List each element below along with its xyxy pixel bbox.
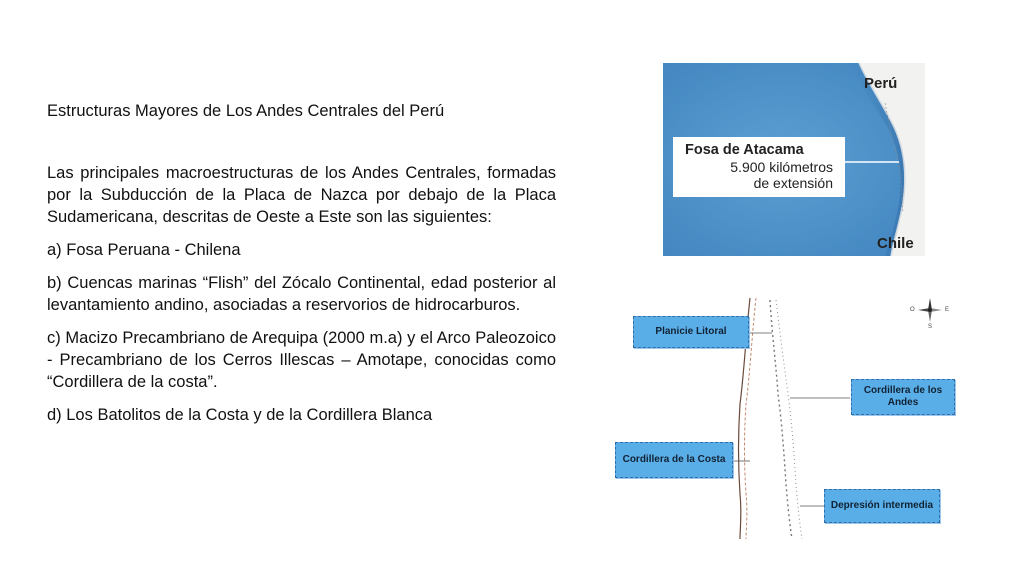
list-item-c: c) Macizo Precambriano de Arequipa (2000 m.a) y el Arco Paleozoico - Precambriano de los Cerros Illescas – Amotape, conocidas como “Cordillera de la costa”. [47,329,556,391]
compass-west: O [910,307,915,313]
mountain-chain-west [770,300,792,539]
compass-icon [909,296,951,332]
trench-title: Fosa de Atacama [685,142,804,158]
trench-length-unit: de extensión [753,175,833,191]
list-item-b: b) Cuencas marinas “Flish” del Zócalo Continental, edad posterior al levantamiento andino, asociadas a reservorios de hidrocarburos. [47,274,556,314]
list-item-d: d) Los Batolitos de la Costa y de la Cordillera Blanca [47,406,433,424]
depresion-intermedia-label: Depresión intermedia [824,489,940,523]
list-item-a: a) Fosa Peruana - Chilena [47,241,241,259]
atacama-trench-map [663,63,925,256]
peru-label: Perú [864,75,898,92]
cordillera-andes-label: Cordillera de los Andes [851,379,955,415]
trench-callout [673,137,845,197]
trench-length: 5.900 kilómetros [730,159,833,175]
cordillera-costa-label: Cordillera de la Costa [615,442,733,478]
mountain-chain-east [776,300,802,539]
slide-text [47,100,556,437]
relief-diagram [612,294,962,539]
planicie-litoral-label: Planicie Litoral [633,316,749,348]
slide-title: Estructuras Mayores de Los Andes Centrales del Perú [47,102,445,120]
chile-label: Chile [877,235,914,252]
compass-east: E [945,307,950,313]
intro-paragraph: Las principales macroestructuras de los Andes Centrales, formadas por la Subducción de la Placa de Nazca por debajo de la Placa Sudamericana, descritas de Oeste a Este son las siguientes: [47,164,556,226]
compass-south: S [928,324,933,330]
